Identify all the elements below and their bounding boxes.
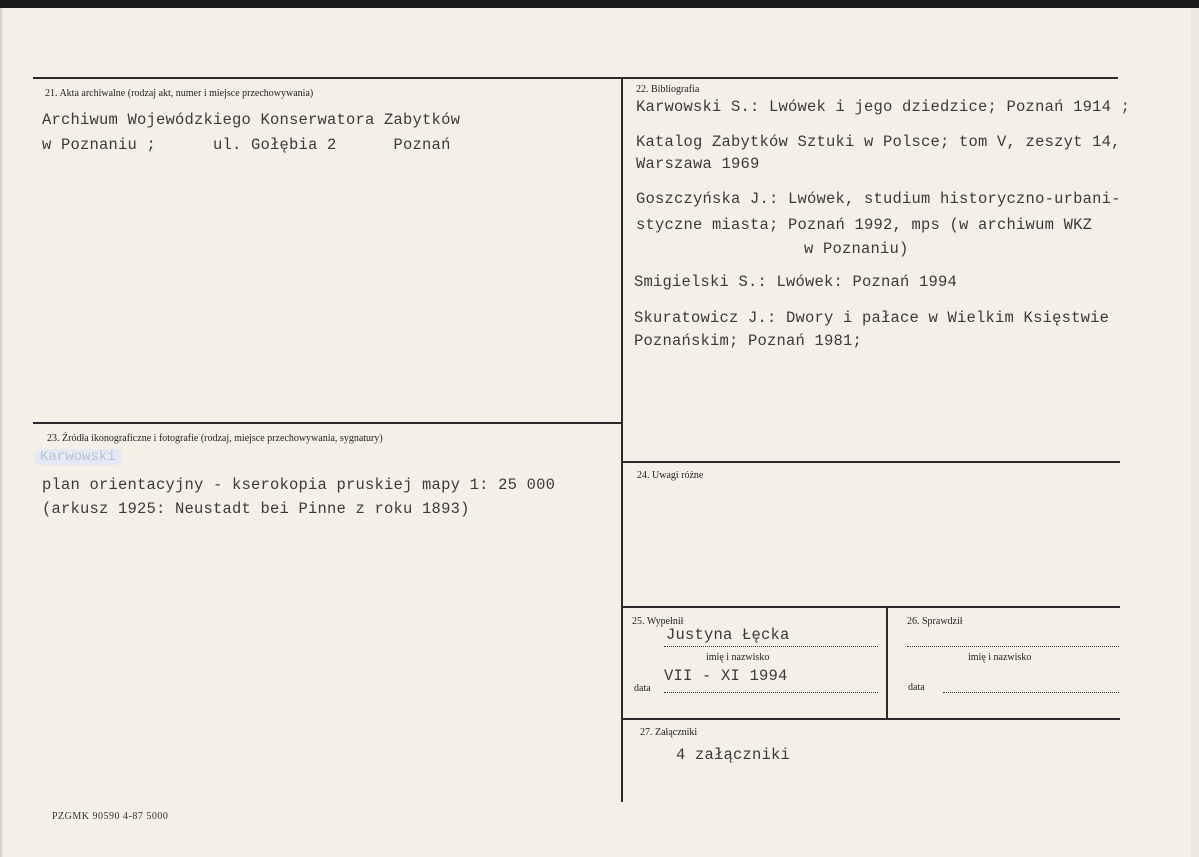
rule-27 — [622, 718, 1120, 720]
bibliography-entry: Katalog Zabytków Sztuki w Polsce; tom V, zeszyt 14, — [636, 133, 1121, 151]
divider-25-26 — [886, 606, 888, 719]
bibliography-entry: Goszczyńska J.: Lwówek, studium historyczno-urbani- — [636, 190, 1121, 208]
section26-date-label: data — [908, 682, 925, 693]
bibliography-entry: Karwowski S.: Lwówek i jego dziedzice; Poznań 1914 ; — [636, 98, 1131, 116]
section25-name-caption: imię i nazwisko — [706, 652, 770, 663]
main-divider — [621, 77, 623, 802]
rule-24 — [622, 461, 1120, 463]
section23-label: 23. Źródła ikonograficzne i fotografie (rodzaj, miejsce przechowywania, sygnatury) — [47, 433, 383, 444]
name-line — [664, 646, 878, 647]
stamp-text: Karwowski — [34, 449, 122, 465]
section25-name: Justyna Łęcka — [666, 626, 790, 644]
card-edge — [1191, 8, 1199, 857]
top-rule — [33, 77, 1118, 79]
section24-label: 24. Uwagi różne — [637, 470, 704, 481]
print-code: PZGMK 90590 4-87 5000 — [52, 811, 169, 822]
section21-label: 21. Akta archiwalne (rodzaj akt, numer i miejsce przechowywania) — [45, 88, 314, 99]
section25-label: 25. Wypełnił — [632, 616, 684, 627]
left-mid-rule — [33, 422, 622, 424]
section23-line2: (arkusz 1925: Neustadt bei Pinne z roku 1893) — [42, 500, 470, 518]
bibliography-entry: Poznańskim; Poznań 1981; — [634, 332, 863, 350]
section25-date-label: data — [634, 683, 651, 694]
section21-line2: w Poznaniu ; ul. Gołębia 2 Poznań — [42, 136, 451, 154]
section27-value: 4 załączniki — [676, 746, 791, 764]
rule-25-26 — [622, 606, 1120, 608]
bibliography-entry: Warszawa 1969 — [636, 155, 760, 173]
section26-name-caption: imię i nazwisko — [968, 652, 1032, 663]
bibliography-entry: Smigielski S.: Lwówek: Poznań 1994 — [634, 273, 958, 291]
bibliography-entry: Skuratowicz J.: Dwory i pałace w Wielkim Księstwie — [634, 309, 1110, 327]
section25-date: VII - XI 1994 — [664, 667, 788, 685]
section27-label: 27. Załączniki — [640, 727, 698, 738]
date-line — [664, 692, 878, 693]
bibliography-entry: styczne miasta; Poznań 1992, mps (w archiwum WKZ — [636, 216, 1093, 234]
name-line — [907, 646, 1119, 647]
section21-line1: Archiwum Wojewódzkiego Konserwatora Zabytków — [42, 111, 461, 129]
section23-line1: plan orientacyjny - kserokopia pruskiej mapy 1: 25 000 — [42, 476, 556, 494]
section26-label: 26. Sprawdził — [907, 616, 963, 627]
bibliography-entry: w Poznaniu) — [804, 240, 909, 258]
section22-label: 22. Bibliografia — [636, 84, 700, 95]
date-line — [943, 692, 1119, 693]
